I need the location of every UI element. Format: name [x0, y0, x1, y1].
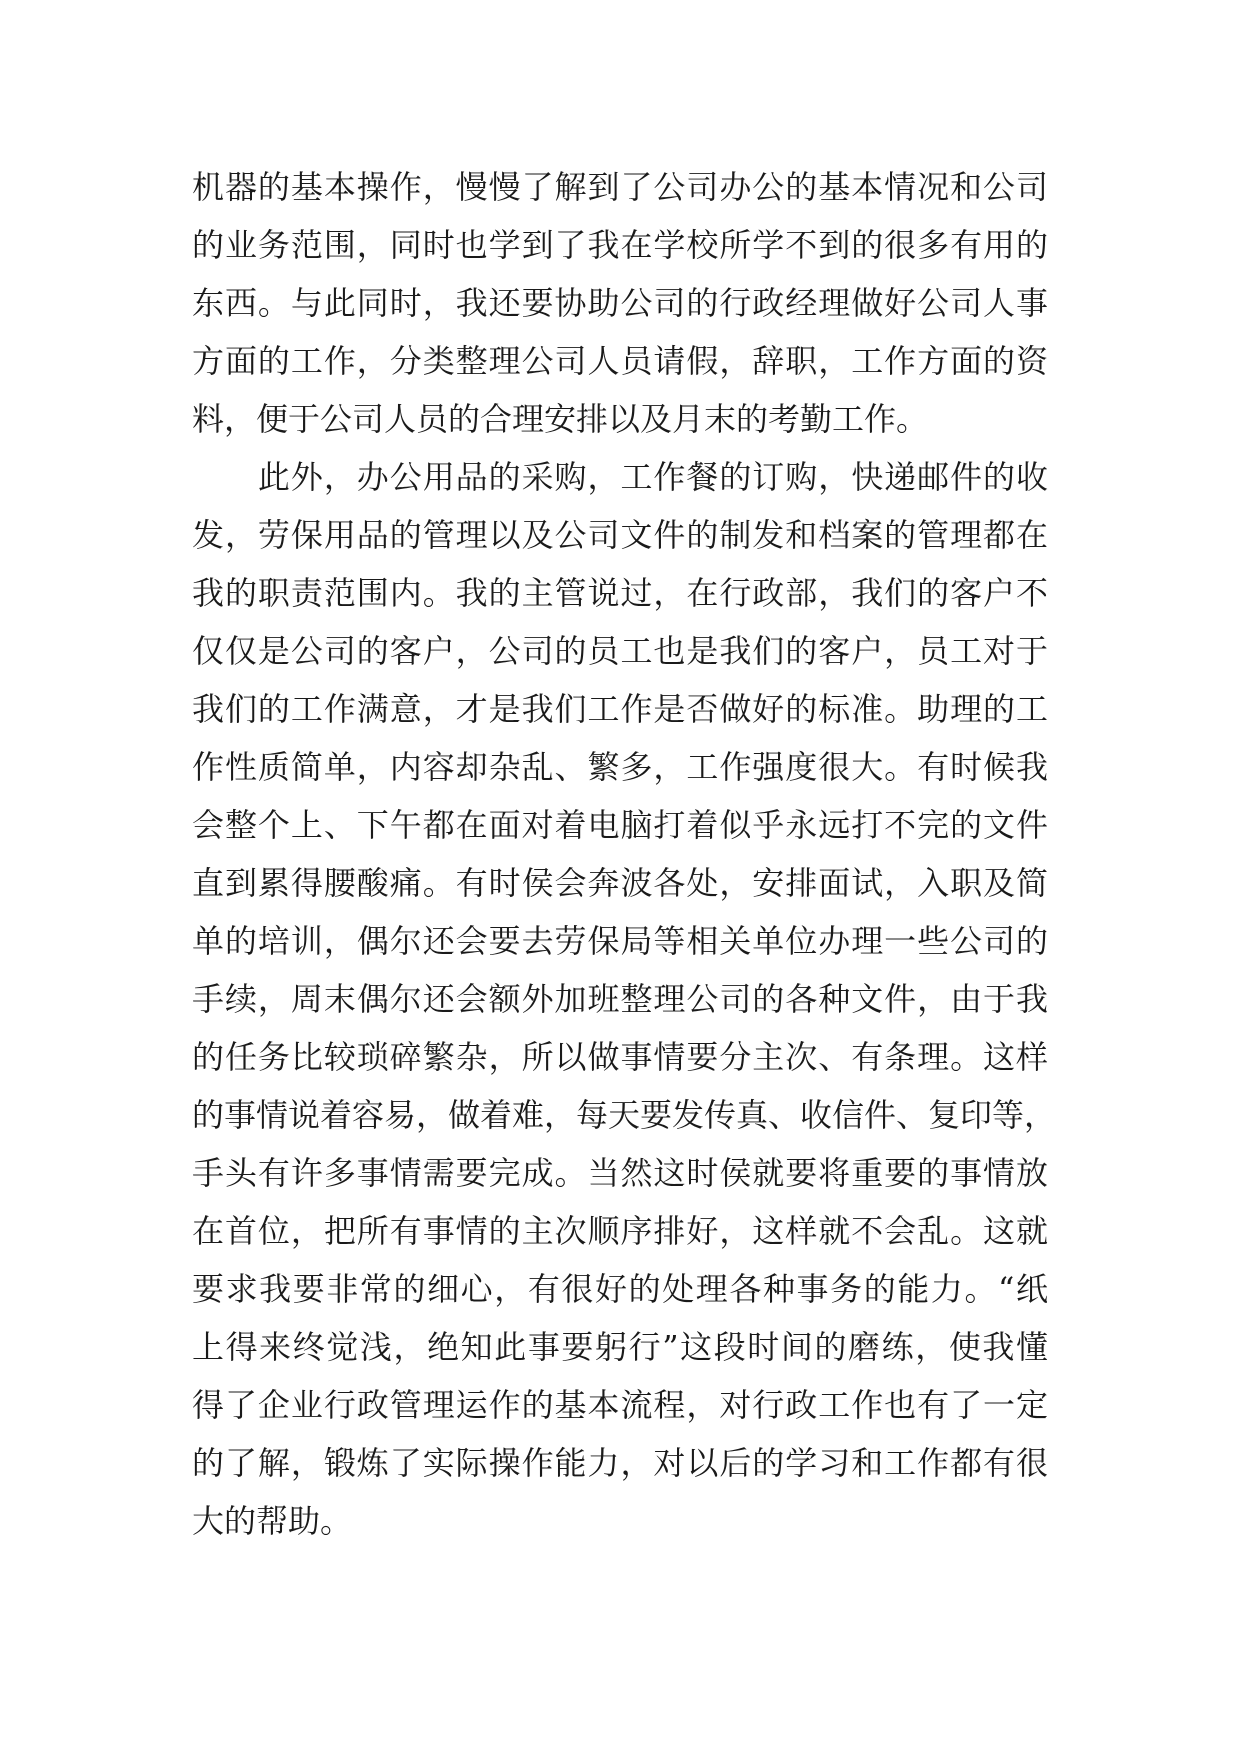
text-line: 会整个上、下午都在面对着电脑打着似乎永远打不完的文件 — [192, 806, 1048, 844]
text-line: 我们的工作满意，才是我们工作是否做好的标准。助理的工 — [192, 690, 1048, 728]
text-line: 在首位，把所有事情的主次顺序排好，这样就不会乱。这就 — [192, 1212, 1048, 1250]
text-line: 发，劳保用品的管理以及公司文件的制发和档案的管理都在 — [192, 516, 1048, 554]
text-line: 手头有许多事情需要完成。当然这时侯就要将重要的事情放 — [192, 1154, 1048, 1192]
paragraph-1 — [192, 158, 1048, 448]
text-line: 要求我要非常的细心，有很好的处理各种事务的能力。“纸 — [192, 1270, 1048, 1308]
text-line: 的了解，锻炼了实际操作能力，对以后的学习和工作都有很 — [192, 1444, 1048, 1482]
text-line: 得了企业行政管理运作的基本流程，对行政工作也有了一定 — [192, 1386, 1048, 1424]
text-line: 手续，周末偶尔还会额外加班整理公司的各种文件，由于我 — [192, 980, 1048, 1018]
text-line: 东西。与此同时，我还要协助公司的行政经理做好公司人事 — [192, 284, 1048, 322]
text-line: 直到累得腰酸痛。有时侯会奔波各处，安排面试，入职及简 — [192, 864, 1048, 902]
text-line: 作性质简单，内容却杂乱、繁多，工作强度很大。有时候我 — [192, 748, 1048, 786]
text-line: 机器的基本操作，慢慢了解到了公司办公的基本情况和公司 — [192, 168, 1048, 206]
paragraph-2 — [192, 448, 1057, 1550]
text-line: 的事情说着容易，做着难，每天要发传真、收信件、复印等， — [192, 1096, 1057, 1134]
body-text — [192, 158, 1057, 1550]
text-line: 我的职责范围内。我的主管说过，在行政部，我们的客户不 — [192, 574, 1048, 612]
text-line: 的任务比较琐碎繁杂，所以做事情要分主次、有条理。这样 — [192, 1038, 1048, 1076]
text-line: 此外，办公用品的采购，工作餐的订购，快递邮件的收 — [192, 458, 1048, 496]
text-line: 大的帮助。 — [192, 1502, 353, 1540]
text-line: 的业务范围，同时也学到了我在学校所学不到的很多有用的 — [192, 226, 1048, 264]
text-line: 单的培训，偶尔还会要去劳保局等相关单位办理一些公司的 — [192, 922, 1048, 960]
text-line: 上得来终觉浅，绝知此事要躬行”这段时间的磨练，使我懂 — [192, 1328, 1048, 1366]
text-line: 料，便于公司人员的合理安排以及月末的考勤工作。 — [192, 400, 929, 438]
text-line: 仅仅是公司的客户，公司的员工也是我们的客户，员工对于 — [192, 632, 1048, 670]
text-line: 方面的工作，分类整理公司人员请假，辞职，工作方面的资 — [192, 342, 1048, 380]
